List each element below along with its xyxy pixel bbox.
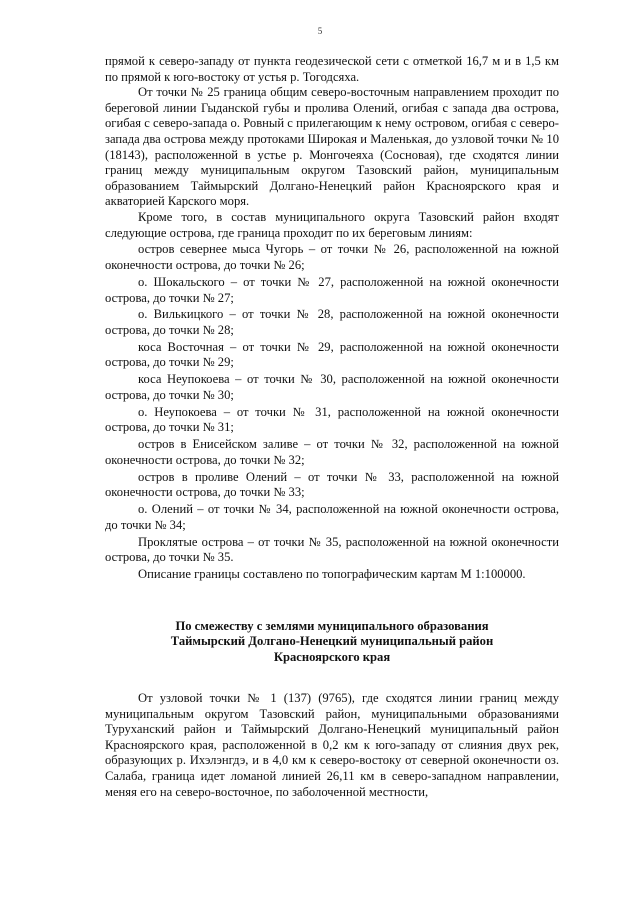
document-body: [105, 54, 559, 800]
heading-line: Таймырский Долгано-Ненецкий муниципальный район: [170, 634, 494, 649]
list-item: Проклятые острова – от точки № 35, расположенной на южной оконечности острова, до точки № 35.: [105, 534, 559, 565]
list-item: о. Неупокоева – от точки № 31, расположенной на южной оконечности острова, до точки № 31;: [105, 404, 559, 435]
list-item: коса Восточная – от точки № 29, расположенной на южной оконечности острова, до точки № 29;: [105, 339, 559, 370]
paragraph-islands-intro: Кроме того, в состав муниципального округа Тазовский район входят следующие острова, где граница проходит по их береговым линиям:: [105, 209, 559, 240]
list-item: о. Шокальского – от точки № 27, расположенной на южной оконечности острова, до точки № 27;: [105, 274, 559, 305]
page-number: 5: [317, 26, 323, 36]
list-item: остров в проливе Олений – от точки № 33, расположенной на южной оконечности острова, до точки № 33;: [105, 469, 559, 500]
list-item: остров в Енисейском заливе – от точки № 32, расположенной на южной оконечности острова, до точки № 32;: [105, 437, 559, 467]
map-scale-note: Описание границы составлено по топографическим картам М 1:100000.: [138, 567, 526, 582]
list-item: о. Олений – от точки № 34, расположенной на южной оконечности острова, до точки № 34;: [105, 502, 559, 532]
paragraph-node-point-1: От узловой точки № 1 (137) (9765), где сходятся линии границ между муниципальным округом Тазовский район, муниципальными образованиями Туруханский район и Таймырский Долгано-Ненецкий муниципальный район Красноярского края, расположенной в 0,2 км к юго-западу от слияния двух рек, образующих р. Ихэлэнгдэ, и в 4,0 км к северо-востоку от северной оконечности оз. Салаба, граница идет ломаной линией 26,11 км в северо-западном направлении, меняя его на северо-восточное, по заболоченной местности,: [105, 691, 559, 799]
heading-line: Красноярского края: [273, 649, 391, 664]
heading-line: По смежеству с землями муниципального образования: [175, 618, 489, 633]
paragraph-continuation: прямой к северо-западу от пункта геодезической сети с отметкой 16,7 м и в 1,5 км по прямой к юго-востоку от устья р. Тогодсяха.: [105, 54, 559, 84]
section-heading: [105, 619, 559, 665]
islands-list: [105, 242, 559, 566]
list-item: остров севернее мыса Чугорь – от точки № 26, расположенной на южной оконечности острова, до точки № 26;: [105, 242, 559, 273]
list-item: о. Вилькицкого – от точки № 28, расположенной на южной оконечности острова, до точки № 28;: [105, 307, 559, 337]
list-item: коса Неупокоева – от точки № 30, расположенной на южной оконечности острова, до точки № 30;: [105, 372, 559, 402]
paragraph-point-25: От точки № 25 граница общим северо-восточным направлением проходит по береговой линии Гыданской губы и пролива Олений, огибая с запада два острова, огибая с северо-запада о. Ровный с прилегающим к нему островом, огибая с северо-запада два острова между протоками Широкая и Маленькая, до узловой точки № 10 (18143), расположенной в устье р. Монгочеяха (Сосновая), где сходятся линии границ между муниципальным округом Тазовский район, муниципальным образованием Таймырский Долгано-Ненецкий район Красноярского края и акваторией Карского моря.: [105, 85, 559, 209]
